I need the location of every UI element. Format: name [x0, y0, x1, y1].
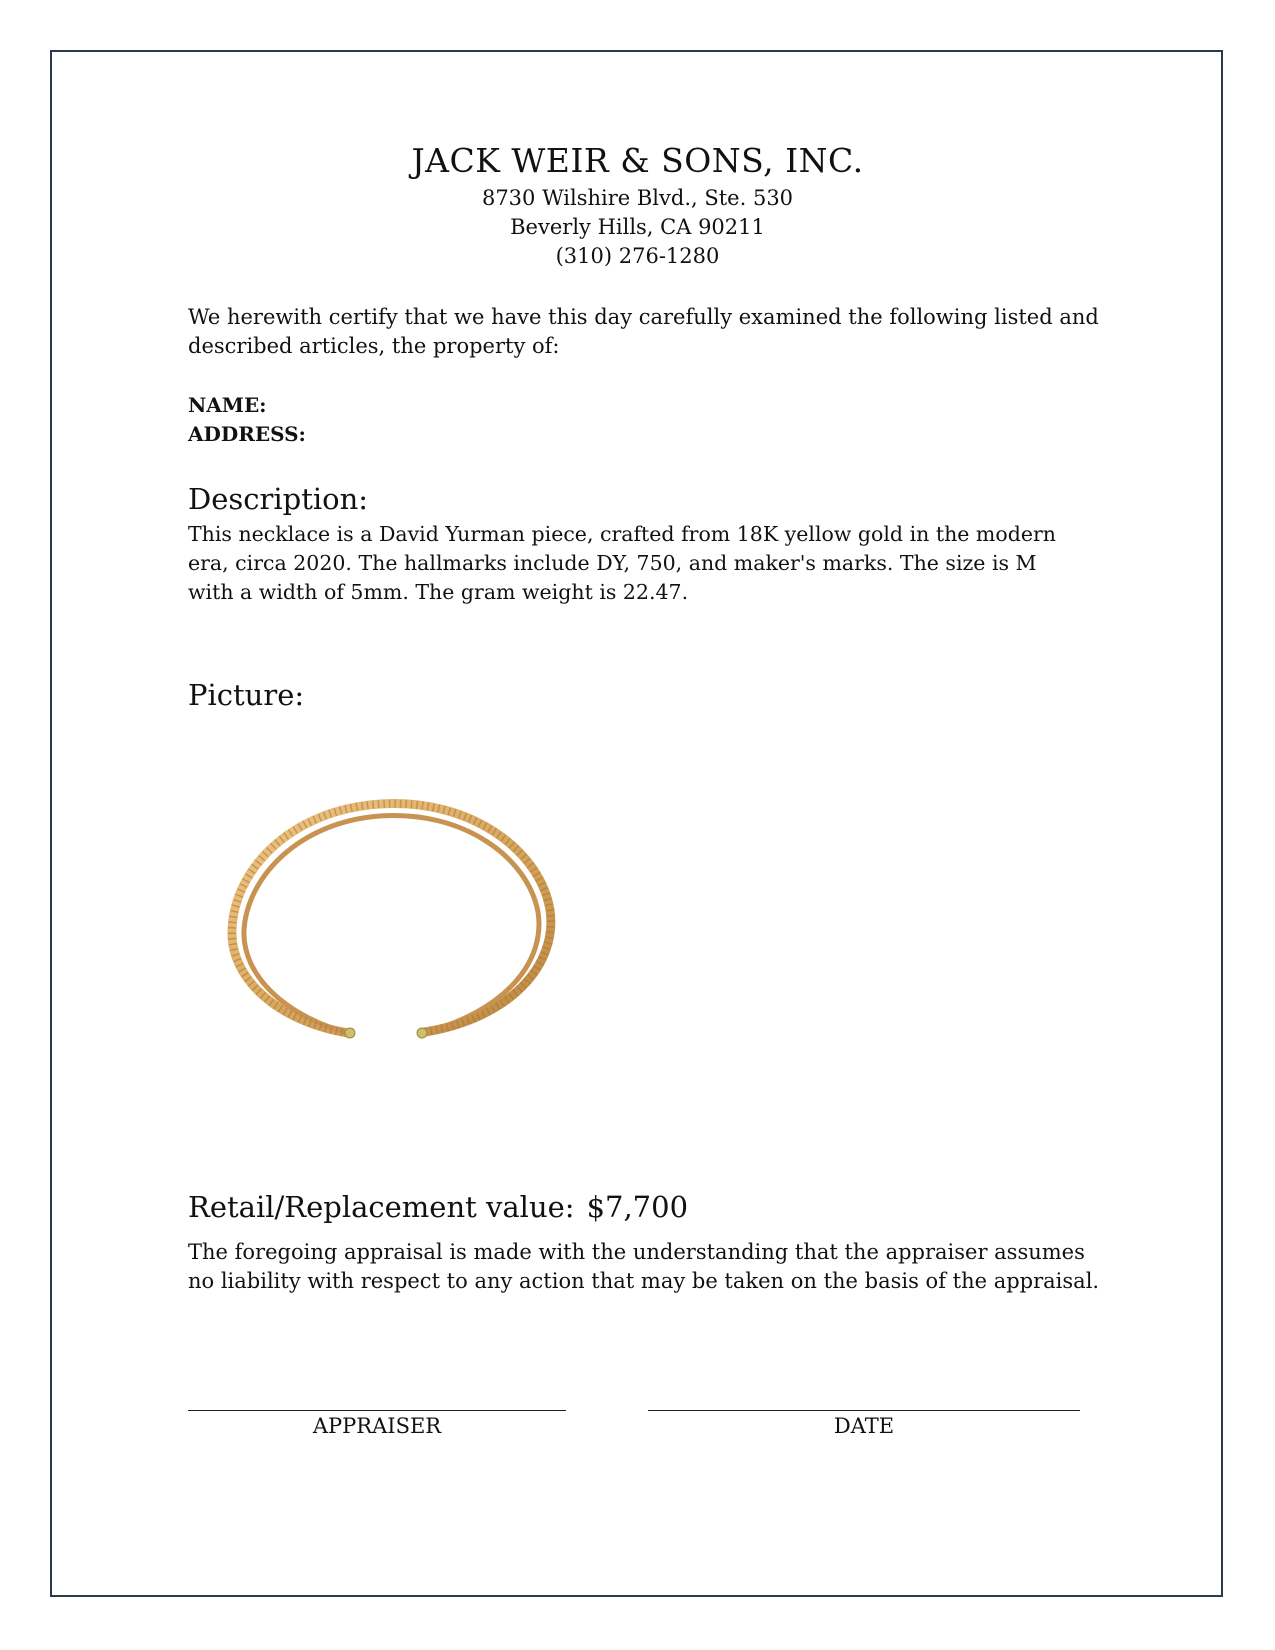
retail-value-amount: $7,700	[586, 1190, 689, 1224]
necklace-strand-inner	[244, 815, 539, 1033]
picture-heading: Picture:	[188, 678, 305, 712]
company-name: JACK WEIR & SONS, INC.	[411, 141, 864, 180]
appraisal-disclaimer	[188, 1238, 1099, 1296]
gold-necklace-icon	[220, 790, 600, 1090]
owner-name-label: NAME:	[188, 393, 267, 417]
appraiser-signature-line	[188, 1410, 566, 1411]
necklace-end-cap-right	[417, 1028, 427, 1038]
certification-statement	[188, 303, 1099, 361]
retail-value	[188, 1190, 688, 1224]
disclaimer-line1: The foregoing appraisal is made with the understanding that the appraiser assumes	[188, 1240, 1085, 1264]
company-phone: (310) 276-1280	[555, 244, 720, 268]
certification-line1: We herewith certify that we have this day carefully examined the following listed and	[188, 305, 1099, 329]
company-address-line1: 8730 Wilshire Blvd., Ste. 530	[481, 186, 794, 210]
retail-value-label: Retail/Replacement value:	[188, 1190, 575, 1224]
appraiser-label: APPRAISER	[312, 1414, 442, 1438]
description-body	[188, 520, 1056, 607]
necklace-end-cap-left	[345, 1028, 355, 1038]
description-line2: era, circa 2020. The hallmarks include DY, 750, and maker's marks. The size is M	[188, 551, 1037, 575]
company-address-line2: Beverly Hills, CA 90211	[510, 215, 765, 239]
disclaimer-line2: no liability with respect to any action that may be taken on the basis of the appraisal.	[188, 1269, 1100, 1293]
necklace-photo	[220, 790, 600, 1090]
owner-address-label: ADDRESS:	[188, 422, 306, 446]
description-heading: Description:	[188, 482, 369, 516]
date-label: DATE	[833, 1414, 895, 1438]
date-signature-line	[648, 1410, 1080, 1411]
description-line3: with a width of 5mm. The gram weight is 22.47.	[188, 580, 689, 604]
description-line1: This necklace is a David Yurman piece, crafted from 18K yellow gold in the modern	[188, 522, 1056, 546]
certification-line2: described articles, the property of:	[188, 334, 560, 358]
